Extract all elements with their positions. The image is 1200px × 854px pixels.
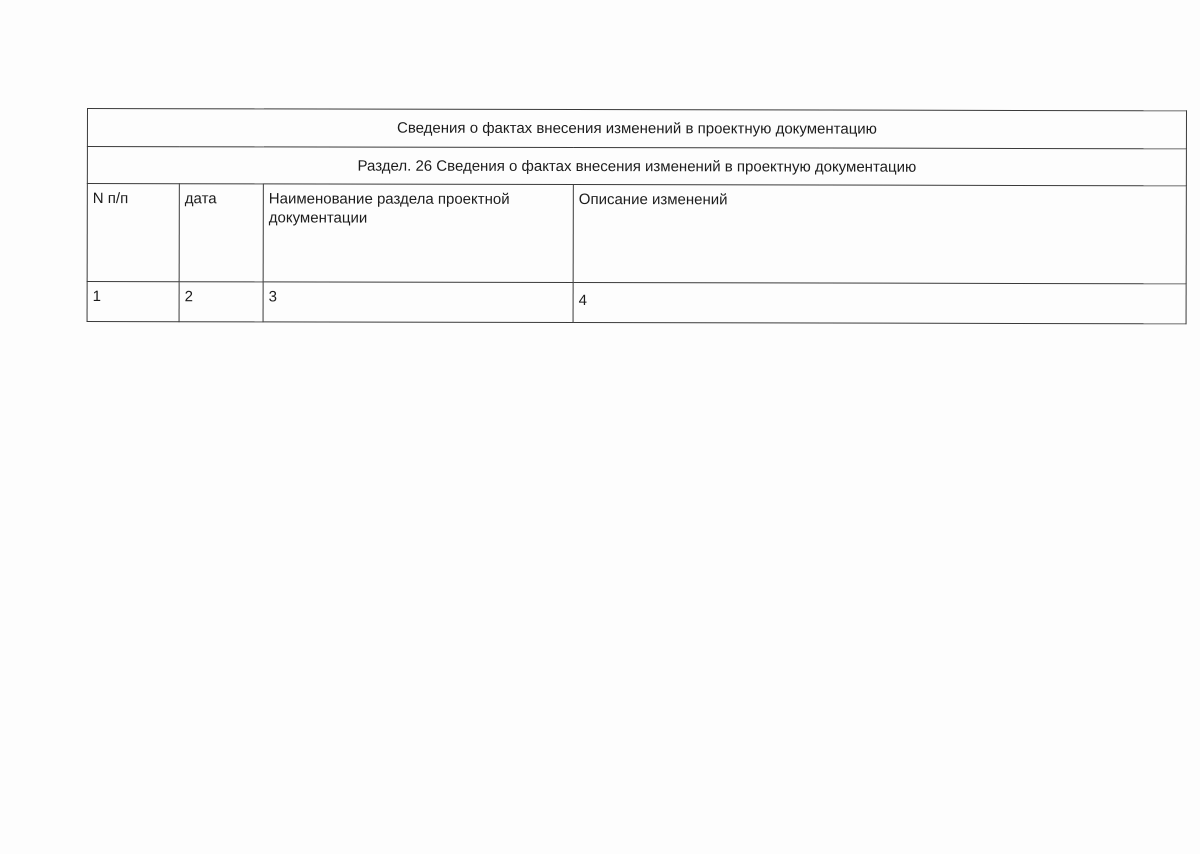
changes-table [87,108,1187,324]
column-header-description: Описание изменений [573,185,1186,284]
column-number-1: 1 [87,282,179,322]
column-number-row [87,282,1186,324]
column-header-section-name: Наименование раздела проектной документации [263,184,573,283]
table-title-row [87,109,1186,149]
column-number-4: 4 [573,283,1186,324]
section-heading: Раздел. 26 Сведения о фактах внесения изменений в проектную документацию [87,147,1186,186]
table-title: Сведения о фактах внесения изменений в проектную документацию [87,109,1186,149]
column-number-3: 3 [263,282,573,323]
column-header-date: дата [179,184,263,282]
column-header-number: N п/п [87,184,179,282]
header-row [87,184,1186,284]
section-row [87,147,1186,186]
column-number-2: 2 [179,282,263,322]
